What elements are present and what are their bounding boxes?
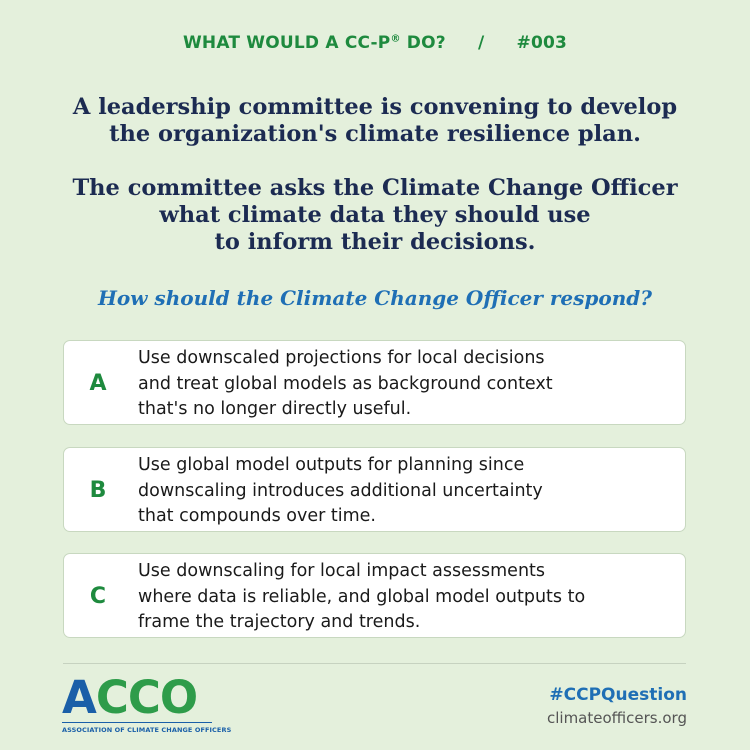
logo-subtitle: ASSOCIATION OF CLIMATE CHANGE OFFICERS — [62, 726, 232, 734]
option-text: Use global model outputs for planning since downscaling introduces additional uncertainty that compounds over time. — [138, 455, 543, 526]
option-letter: B — [89, 478, 107, 503]
scenario-paragraph-2 — [0, 175, 750, 256]
scenario-line: the organization's climate resilience plan. — [109, 121, 641, 147]
answer-option-c[interactable] — [63, 553, 686, 638]
acco-logo — [62, 671, 232, 737]
option-letter: C — [89, 584, 107, 609]
logo-wordmark: ACCO — [62, 671, 198, 724]
header-separator: / — [477, 33, 485, 53]
answer-option-a[interactable] — [63, 340, 686, 425]
question-number: #003 — [516, 33, 568, 53]
series-title: WHAT WOULD A CC-P® DO? — [182, 33, 446, 53]
scenario-paragraph-1 — [0, 94, 750, 148]
option-text: Use downscaled projections for local decisions and treat global models as background context that's no longer directly useful. — [138, 348, 553, 419]
scenario-line: to inform their decisions. — [214, 229, 536, 255]
registered-mark: ® — [390, 33, 401, 45]
website-link[interactable]: climateofficers.org — [546, 709, 687, 727]
scenario-line: The committee asks the Climate Change Officer — [72, 175, 678, 201]
option-letter: A — [89, 371, 107, 396]
option-text: Use downscaling for local impact assessments where data is reliable, and global model outputs to frame the trajectory and trends. — [138, 561, 586, 632]
hashtag[interactable]: #CCPQuestion — [549, 685, 687, 705]
scenario-line: A leadership committee is convening to develop — [72, 94, 678, 120]
answer-option-b[interactable] — [63, 447, 686, 532]
question-prompt: How should the Climate Change Officer respond? — [98, 286, 652, 310]
scenario-line: what climate data they should use — [159, 202, 591, 228]
footer-divider — [63, 663, 686, 664]
series-header — [0, 33, 750, 53]
